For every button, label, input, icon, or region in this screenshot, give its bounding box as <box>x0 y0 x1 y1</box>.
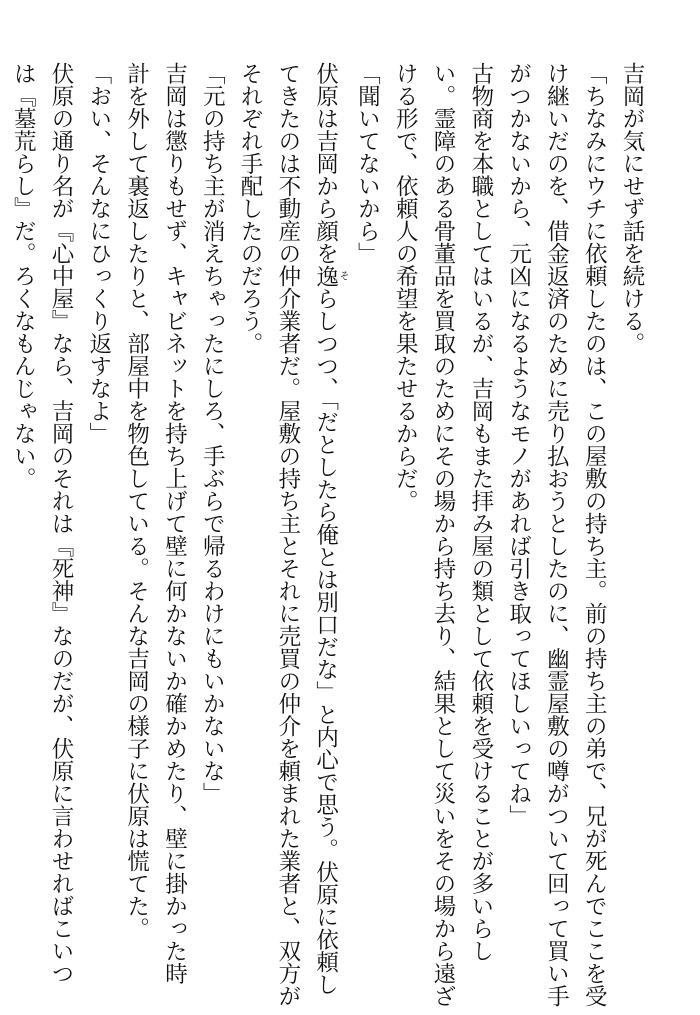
ruby-word <box>312 264 349 288</box>
text-line: 「聞いてないから」 <box>354 62 381 265</box>
text-line: 「おい、そんなにひっくり返すなよ」 <box>85 62 112 445</box>
text-line: 「ちなみにウチに依頼したのは、この屋敷の持ち主。前の持ち主の弟で、兄が死んでここを受 <box>581 62 608 1007</box>
ruby-reading: そ <box>337 264 349 287</box>
text-line: 古物商を本職としてはいるが、吉岡もまた拝み屋の類として依頼を受けることが多いらし <box>467 62 494 962</box>
text-line: それぞれ手配したのだろう。 <box>237 62 264 355</box>
text-segment: 伏原は吉岡から顔を <box>312 62 339 265</box>
text-line: 「元の持ち主が消えちゃったにしろ、手ぶらで帰るわけにもいかないな」 <box>199 62 226 805</box>
text-line: は『墓荒らし』だ。ろくなもんじゃない。 <box>10 62 37 490</box>
text-line: け継いだのを、借金返済のために売り払おうとしたのに、幽霊屋敷の噂がついて回って買い手 <box>543 62 570 1007</box>
text-line: てきたのは不動産の仲介業者だ。屋敷の持ち主とそれに売買の仲介を頼まれた業者と、双方が <box>274 62 301 1007</box>
text-line <box>306 62 349 996</box>
text-line: 吉岡は懲りもせず、キャビネットを持ち上げて壁に何かないか確かめたり、壁に掛かった時 <box>161 62 188 985</box>
ruby-base: 逸 <box>312 264 339 287</box>
text-segment: らしつつ、「だとしたら俺とは別口だな」と内心で思う。伏原に依頼し <box>312 287 339 996</box>
body-text <box>10 62 650 1007</box>
text-line: い。霊障のある骨董品を買取のためにその場から持ち去り、結果として災いをその場から遠ざ <box>430 62 457 1007</box>
text-line: ける形で、依頼人の希望を果たせるからだ。 <box>392 62 419 512</box>
text-line: 吉岡が気にせず話を続ける。 <box>619 62 645 355</box>
text-line: 計を外して裏返したりと、部屋中を物色している。そんな吉岡の様子に伏原は慌てた。 <box>123 62 150 940</box>
text-line: 伏原の通り名が『心中屋』なら、吉岡のそれは『死神』なのだが、伏原に言わせればこいつ <box>48 62 75 985</box>
text-line: がつかないから、元凶になるようなモノがあれば引き取ってほしいってね」 <box>505 62 532 827</box>
